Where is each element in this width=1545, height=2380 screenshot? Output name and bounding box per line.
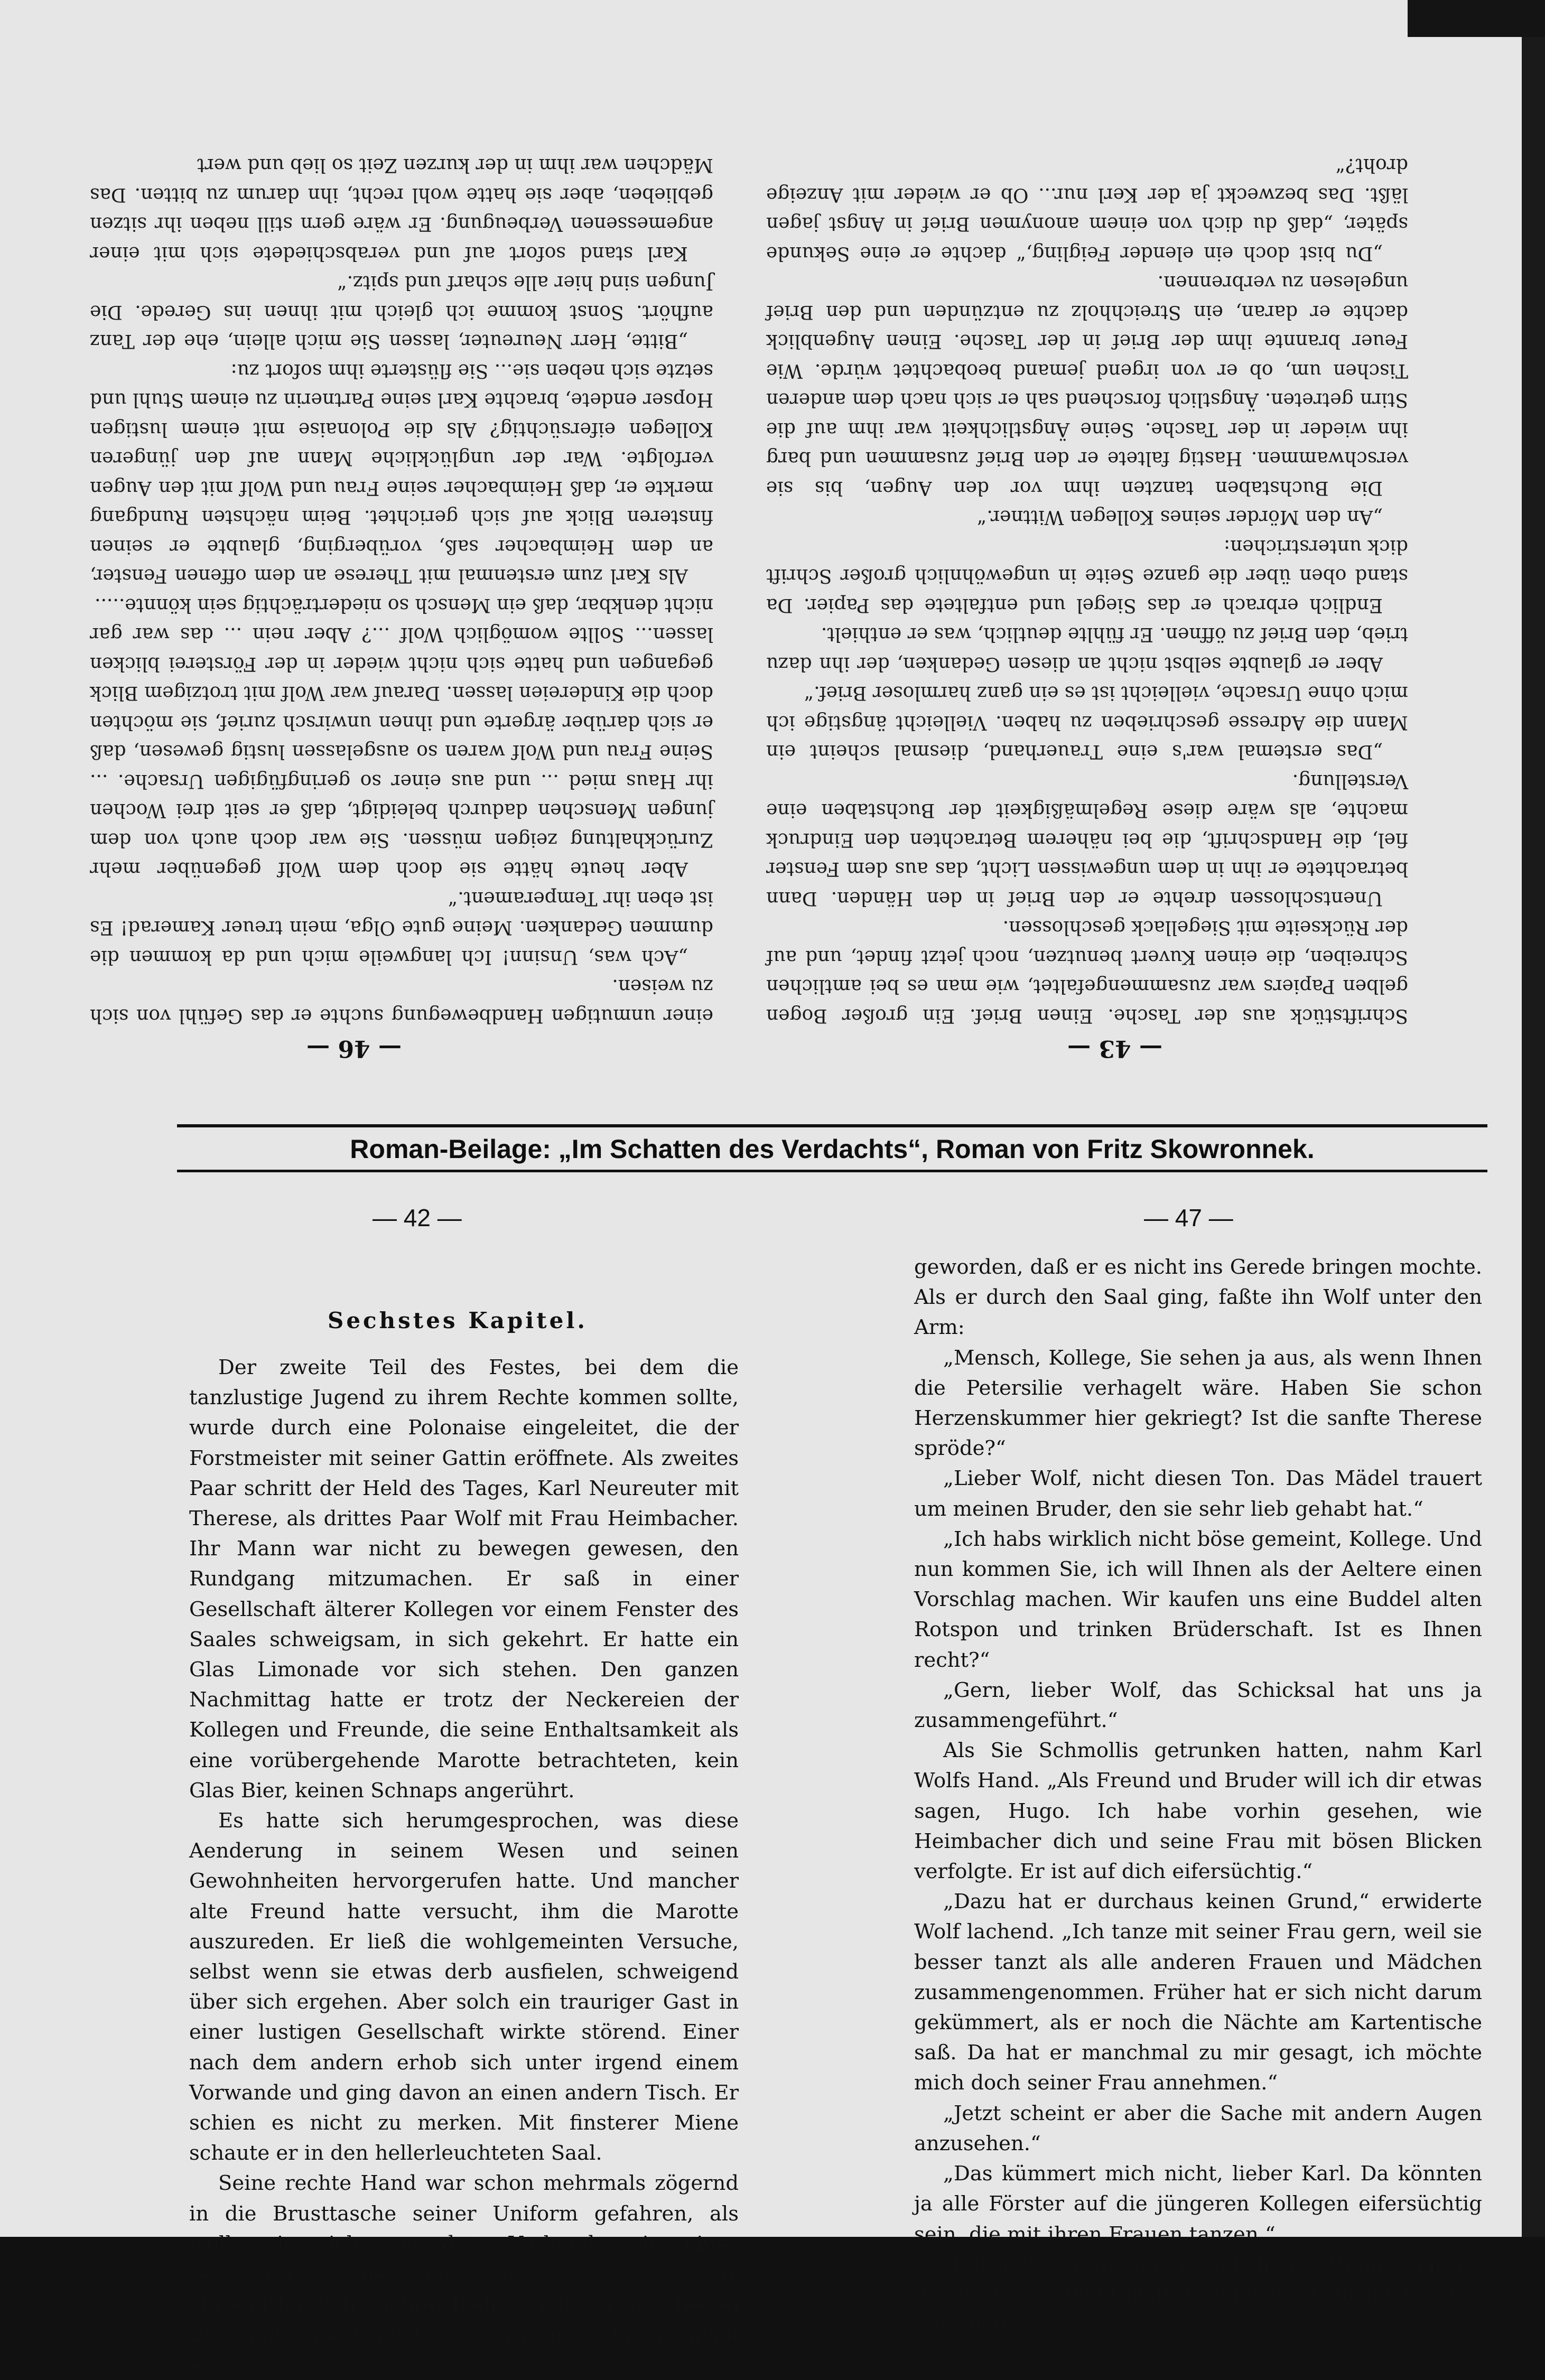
paragraph: „Dazu hat er durchaus keinen Grund,“ erwiderte Wolf lachend. „Ich tanze mit seiner Frau gern, weil sie besser tanzt als alle anderen Frauen und Mädchen zusammengenommen. Früher hat er sich nicht darum gekümmert, als er noch die Nächte am Kartentische saß. Da hat er manchmal zu mir gesagt, ich möchte mich doch seiner Frau annehmen.“ <box>914 1890 1482 2095</box>
paragraph: „Lieber Wolf, nicht diesen Ton. Das Mädel trauert um meinen Bruder, den sie sehr lieb gehabt hat.“ <box>914 1467 1482 1521</box>
paragraph: Der zweite Teil des Festes, bei dem die tanzlustige Jugend zu ihrem Rechte kommen sollte, wurde durch eine Polonaise eingeleitet, die der Forstmeister mit seiner Gattin eröffnete. Als zweites Paar schritt der Held des Tages, Karl Neureuter mit Therese, als drittes Paar Wolf mit Frau Heimbacher. Ihr Mann war nicht zu bewegen gewesen, den Rundgang mitzumachen. Er saß in einer Gesellschaft älterer Kollegen vor einem Fenster des Saales schweigsam, in sich gekehrt. Er hatte ein Glas Limonade vor sich stehen. Den ganzen Nachmittag hatte er trotz der Neckereien der Kollegen und Freunde, die seine Enthaltsamkeit als eine vorübergehende Marotte betrachteten, kein Glas Bier, keinen Schnaps angerührt. <box>189 1356 739 1803</box>
inverted-column-a <box>766 132 1408 1030</box>
right-column <box>914 1252 1482 2337</box>
page-number-left: — 42 — <box>373 1204 462 1231</box>
inverted-half <box>0 0 1522 1083</box>
scan-corner <box>1408 0 1545 37</box>
paragraph: Es hatte sich herumgesprochen, was diese Aenderung in seinem Wesen und seinen Gewohnheiten hervorgerufen hatte. Und mancher alte Freund hatte versucht, ihm die Marotte auszureden. Er ließ die wohlgemeinten Versuche, selbst wenn sie etwas derb ausfielen, schweigend über sich ergehen. Aber solch ein trauriger Gast in einer lustigen Gesellschaft wirkte störend. Einer nach dem andern erhob sich unter irgend einem Vorwande und ging davon an einen andern Tisch. Er schien es nicht zu merken. Mit finsterer Miene schaute er in den hellerleuchteten Saal. <box>189 1809 739 2166</box>
paragraph: „Jetzt scheint er aber die Sache mit andern Augen anzusehen.“ <box>914 2101 1482 2155</box>
inverted-page-number-left: — 43 — <box>1067 1035 1162 1062</box>
paragraph: „Ich habs wirklich nicht böse gemeint, Kollege. Und nun kommen Sie, ich will Ihnen als der Aeltere einen Vorschlag machen. Wir kaufen uns eine Buddel alten Rotspon und trinken Brüderschaft. Ist es Ihnen recht?“ <box>914 1527 1482 1672</box>
paragraph: „Bitte, Herr Neureuter, lassen Sie mich allein, ehe der Tanz aufhört. Sonst komme ich gleich mit ihnen ins Gerede. Die Jungen sind hier alle scharf und spitz.“ <box>90 272 713 352</box>
paragraph: Die Buchstaben tanzten ihm vor den Augen, bis sie verschwammen. Hastig faltete er den Brief zusammen und barg ihn wieder in der Tasche. Seine Ängstlichkeit war ihm auf die Stirn getreten. Ängstlich forschend sah er sich nach dem anderen Tischen um, ob er von irgend jemand beobachtet würde. Wie Feuer brannte ihm der Brief in der Tasche. Einen Augenblick dachte er daran, ein Streichholz zu entzünden und den Brief ungelesen zu verbrennen. <box>766 272 1408 499</box>
paragraph: geworden, daß er es nicht ins Gerede bringen mochte. Als er durch den Saal ging, faßte ihn Wolf unter den Arm: <box>914 1255 1482 1340</box>
page-number-right: — 47 — <box>1144 1204 1233 1231</box>
paragraph: Unentschlossen drehte er den Brief in den Händen. Dann betrachtete er ihn in dem ungewissen Licht, das aus dem Fenster fiel, die Handschrift, die bei näherem Betrachten den Eindruck machte, als wäre diese Regelmäßigkeit der Buchstaben eine Verstellung. <box>766 770 1408 909</box>
paragraph: „Ich habe es dir nur gesagt, lieber Hugo, weil ich es für meine Pflicht hielt. Dann will ich dir noch etwas mitteilen. <box>914 2252 1482 2337</box>
scan-border <box>1522 0 1545 2237</box>
paragraph: „Das erstemal war's eine Trauerhand, diesmal scheint ein Mann die Adresse geschrieben zu haben. Vielleicht ängstige ich mich ohne Ursache, vielleicht ist es ein ganz harmloser Brief.“ <box>766 682 1408 763</box>
paragraph: „Ach was, Unsinn! Ich langweile mich und da kommen die dummen Gedanken. Meine gute Olga, mein treuer Kamerad! Es ist eben ihr Temperament.“ <box>90 888 713 968</box>
paragraph: „Mensch, Kollege, Sie sehen ja aus, als wenn Ihnen die Petersilie verhagelt wäre. Haben Sie schon Herzenskummer hier gekriegt? Ist die sanfte Therese spröde?“ <box>914 1346 1482 1461</box>
paragraph: Schriftstück aus der Tasche. Einen Brief. Ein großer Bogen gelben Papiers war zusammengefaltet, wie man es bei amtlichen Schreiben, die einen Kuvert benutzen, noch jetzt findet, und auf der Rückseite mit Siegellack geschlossen. <box>766 917 1408 1026</box>
paragraph: Aber er glaubte selbst nicht an diesen Gedanken, der ihn dazu trieb, den Brief zu öffnen. Er fühlte deutlich, was er enthielt. <box>766 623 1408 675</box>
inverted-column-b <box>90 132 713 1030</box>
left-column <box>189 1352 739 2377</box>
paragraph: Karl stand sofort auf und verabschiedete sich mit einer angemessenen Verbeugung. Er wäre gern still neben ihr sitzen geblieben, aber sie hatte wohl recht, ihn darum zu bitten. Das Mädchen war ihm in der kurzen Zeit so lieb und wert <box>90 154 713 264</box>
supplement-banner: Roman-Beilage: „Im Schatten des Verdachts“, Roman von Fritz Skowronnek. <box>350 1134 1315 1164</box>
paragraph: Als Karl zum erstenmal mit Therese an dem offenen Fenster, an dem Heimbacher saß, vorüberging, glaubte er seinen finsteren Blick auf sich gerichtet. Beim nächsten Rundgang merkte er, daß Heimbacher seine Frau und Wolf mit den Augen verfolgte. War der unglückliche Mann auf den jüngeren Kollegen eifersüchtig? Als die Polonaise mit einem lustigen Hopser endete, brachte Karl seine Partnerin zu einem Stuhl und setzte sich neben sie... Sie flüsterte ihm sofort zu: <box>90 360 713 587</box>
paragraph: einer unmutigen Handbewegung suchte er das Gefühl von sich zu weisen. <box>90 975 713 1026</box>
banner-rule-bottom <box>177 1170 1487 1172</box>
paragraph: „Du bist doch ein elender Feigling,“ dachte er eine Sekunde später, „daß du dich von einem anonymen Brief in Angst jagen läßt. Das bezweckt ja der Kerl nur... Ob er wieder mit Anzeige droht?“ <box>766 154 1408 264</box>
paragraph: Als Sie Schmollis getrunken hatten, nahm Karl Wolfs Hand. „Als Freund und Bruder will ich dir etwas sagen, Hugo. Ich habe vorhin gesehen, wie Heimbacher dich und seine Frau mit bösen Blicken verfolgte. Er ist auf dich eifersüchtig.“ <box>914 1739 1482 1884</box>
paragraph: Endlich erbrach er das Siegel und entfaltete das Papier. Da stand oben über die ganze Seite in ungewöhnlich großer Schrift dick unterstrichen: <box>766 536 1408 616</box>
paragraph: Seine rechte Hand war schon mehrmals zögernd in die Brusttasche seiner Uniform gefahren, als wolle sie sich von dem Vorhandensein eines Gegenstandes überzeugen, den der Förster für außerordentlich wichtig hielt. Nach einem scheuen Blick auf seine Umgebung zog Heimbacher wirklich ein <box>189 2171 739 2377</box>
paragraph: „Gern, lieber Wolf, das Schicksal hat uns ja zusammengeführt.“ <box>914 1678 1482 1733</box>
inverted-page-number-right: — 46 — <box>306 1035 402 1062</box>
banner-rule-top <box>177 1124 1487 1127</box>
chapter-title: Sechstes Kapitel. <box>328 1308 588 1333</box>
paragraph: Aber heute hätte sie doch dem Wolf gegenüber mehr Zurückhaltung zeigen müssen. Sie war doch auch von dem jungen Menschen dadurch beleidigt, daß er seit drei Wochen ihr Haus mied ... und aus einer so geringfügigen Ursache. ... Seine Frau und Wolf waren so ausgelassen lustig gewesen, daß er sich darüber ärgerte und ihnen unwirsch zurief, sie möchten doch die Kindereien lassen. Darauf war Wolf mit trotzigem Blick gegangen und hatte sich nicht wieder in der Försterei blicken lassen... Sollte womöglich Wolf ...? Aber nein ... das war gar nicht denkbar, daß ein Mensch so niederträchtig sein könnte..... <box>90 594 713 880</box>
paragraph: „An den Mörder seines Kollegen Wittner.“ <box>976 506 1383 528</box>
paragraph: „Das kümmert mich nicht, lieber Karl. Da könnten ja alle Förster auf die jüngeren Kollegen eifersüchtig sein, die mit ihren Frauen tanzen.“ <box>914 2162 1482 2246</box>
